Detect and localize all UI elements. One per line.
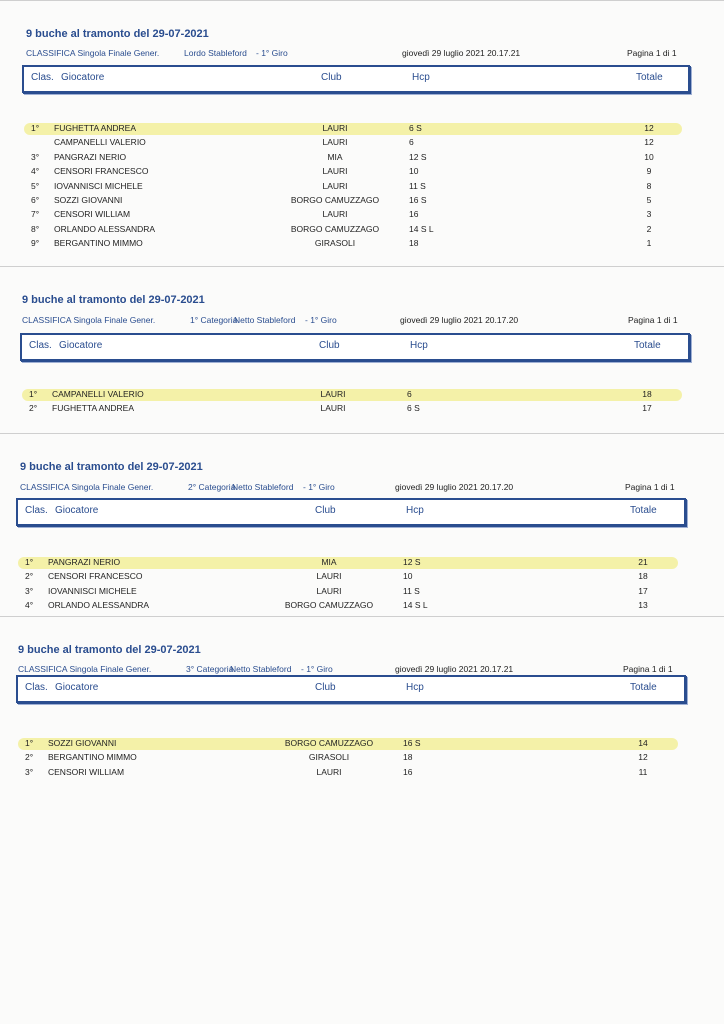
table-header [16, 498, 686, 526]
player-name-cell: CENSORI FRANCESCO [48, 571, 143, 582]
player-name-cell: PANGRAZI NERIO [48, 557, 121, 567]
header-giocatore: Giocatore [55, 505, 99, 516]
club-cell: GIRASOLI [314, 238, 356, 249]
club-cell: LAURI [322, 123, 348, 133]
club-cell: BORGO CAMUZZAGO [290, 223, 380, 234]
categoria-label: 2° Categoria [188, 482, 236, 492]
total-cell: 12 [644, 137, 654, 148]
hcp-cell: 6 [407, 389, 412, 399]
header-club: Club [319, 340, 340, 351]
giro-label: - 1° Giro [305, 315, 337, 325]
hcp-cell: 18 [409, 238, 419, 249]
header-totale: Totale [634, 340, 661, 351]
rank-cell: 4° [25, 600, 34, 611]
header-club: Club [321, 72, 342, 83]
club-cell: LAURI [316, 766, 342, 777]
rank-cell: 8° [31, 223, 40, 234]
header-hcp: Hcp [406, 682, 424, 693]
classifica-label: CLASSIFICA Singola Finale Gener. [18, 664, 152, 674]
player-name-cell: CENSORI FRANCESCO [54, 166, 149, 177]
total-cell: 17 [638, 585, 648, 596]
player-name-cell: IOVANNISCI MICHELE [48, 585, 137, 596]
page-number: Pagina 1 di 1 [623, 664, 673, 674]
classifica-label: CLASSIFICA Singola Finale Gener. [20, 482, 154, 492]
total-cell: 18 [638, 571, 648, 582]
total-cell: 1 [646, 238, 652, 249]
print-date: giovedì 29 luglio 2021 20.17.20 [400, 315, 519, 325]
player-name-cell: CENSORI WILLIAM [54, 209, 131, 220]
page-number: Pagina 1 di 1 [625, 482, 675, 492]
hcp-cell: 18 [403, 752, 413, 763]
total-cell: 17 [642, 403, 652, 414]
giro-label: - 1° Giro [256, 48, 288, 58]
rank-cell: 1° [25, 738, 34, 748]
print-date: giovedì 29 luglio 2021 20.17.20 [395, 482, 514, 492]
table-row [0, 402, 724, 416]
sheet-title: 9 buche al tramonto del 29-07-2021 [26, 28, 209, 40]
header-hcp: Hcp [412, 72, 430, 83]
total-cell: 11 [638, 766, 648, 777]
header-hcp: Hcp [406, 505, 424, 516]
print-date: giovedì 29 luglio 2021 20.17.21 [402, 48, 521, 58]
player-name-cell: BERGANTINO MIMMO [48, 752, 137, 763]
total-cell: 9 [646, 166, 652, 177]
player-name-cell: IOVANNISCI MICHELE [54, 180, 143, 191]
header-clas: Clas. [31, 72, 54, 83]
header-giocatore: Giocatore [55, 682, 99, 693]
table-row [0, 751, 724, 765]
giro-label: - 1° Giro [301, 664, 333, 674]
hcp-cell: 16 S [409, 195, 427, 205]
player-name-cell: SOZZI GIOVANNI [54, 195, 123, 205]
table-row [0, 570, 724, 584]
page-number: Pagina 1 di 1 [627, 48, 677, 58]
club-cell: MIA [327, 151, 343, 162]
page-number: Pagina 1 di 1 [628, 315, 678, 325]
club-cell: LAURI [316, 571, 342, 582]
classifica-label: CLASSIFICA Singola Finale Gener. [26, 48, 160, 58]
header-clas: Clas. [25, 682, 48, 693]
rank-cell: 7° [31, 209, 40, 220]
rank-cell: 3° [31, 151, 40, 162]
club-cell: BORGO CAMUZZAGO [290, 195, 380, 205]
rank-cell: 4° [31, 166, 40, 177]
table-header [20, 333, 690, 361]
player-name-cell: ORLANDO ALESSANDRA [54, 223, 156, 234]
club-cell: MIA [321, 557, 337, 567]
sheet-title: 9 buche al tramonto del 29-07-2021 [18, 644, 201, 656]
rank-cell: 2° [29, 403, 38, 414]
table-header [16, 675, 686, 703]
total-cell: 5 [646, 195, 652, 205]
total-cell: 14 [638, 738, 648, 748]
table-row [0, 223, 724, 237]
categoria-label: 3° Categoria [186, 664, 234, 674]
player-name-cell: CENSORI WILLIAM [48, 766, 125, 777]
rank-cell: 3° [25, 766, 34, 777]
results-sheet-2 [0, 266, 724, 433]
total-cell: 3 [646, 209, 652, 220]
table-row [0, 151, 724, 165]
hcp-cell: 16 [409, 209, 419, 220]
player-name-cell: FUGHETTA ANDREA [54, 123, 137, 133]
total-cell: 2 [646, 223, 652, 234]
hcp-cell: 14 S L [409, 223, 434, 234]
rank-cell: 2° [25, 752, 34, 763]
categoria-label: 1° Categoria [190, 315, 238, 325]
hcp-cell: 6 S [407, 403, 420, 414]
hcp-cell: 14 S L [403, 600, 428, 611]
hcp-cell: 11 S [403, 585, 420, 596]
giro-label: - 1° Giro [303, 482, 335, 492]
rank-cell: 1° [29, 389, 38, 399]
club-cell: BORGO CAMUZZAGO [284, 600, 374, 611]
player-name-cell: PANGRAZI NERIO [54, 151, 127, 162]
club-cell: LAURI [322, 166, 348, 177]
table-row [0, 122, 724, 136]
classifica-label: CLASSIFICA Singola Finale Gener. [22, 315, 156, 325]
rank-cell: 1° [31, 123, 40, 133]
rank-cell: 9° [31, 238, 40, 249]
player-name-cell: CAMPANELLI VALERIO [52, 389, 144, 399]
table-row [0, 194, 724, 208]
header-giocatore: Giocatore [61, 72, 105, 83]
formula-label: Netto Stableford [230, 664, 292, 674]
sheet-title: 9 buche al tramonto del 29-07-2021 [20, 461, 203, 473]
club-cell: LAURI [322, 209, 348, 220]
club-cell: LAURI [322, 137, 348, 148]
hcp-cell: 6 S [409, 123, 422, 133]
formula-label: Lordo Stableford [184, 48, 247, 58]
club-cell: LAURI [322, 180, 348, 191]
hcp-cell: 10 [403, 571, 413, 582]
table-row [0, 180, 724, 194]
total-cell: 10 [644, 151, 654, 162]
total-cell: 8 [646, 180, 652, 191]
total-cell: 12 [638, 752, 648, 763]
header-hcp: Hcp [410, 340, 428, 351]
hcp-cell: 10 [409, 166, 419, 177]
player-name-cell: FUGHETTA ANDREA [52, 403, 135, 414]
rank-cell: 6° [31, 195, 40, 205]
club-cell: BORGO CAMUZZAGO [284, 738, 374, 748]
total-cell: 13 [638, 600, 648, 611]
header-totale: Totale [630, 682, 657, 693]
hcp-cell: 6 [409, 137, 414, 148]
header-totale: Totale [630, 505, 657, 516]
hcp-cell: 16 S [403, 738, 421, 748]
rank-cell: 5° [31, 180, 40, 191]
club-cell: LAURI [316, 585, 342, 596]
header-totale: Totale [636, 72, 663, 83]
table-row [0, 165, 724, 179]
rank-cell: 3° [25, 585, 34, 596]
player-name-cell: ORLANDO ALESSANDRA [48, 600, 150, 611]
hcp-cell: 12 S [403, 557, 421, 567]
results-sheet-3 [0, 433, 724, 616]
results-sheet-4 [0, 616, 724, 1024]
table-row [0, 136, 724, 150]
total-cell: 12 [644, 123, 654, 133]
formula-label: Netto Stableford [234, 315, 296, 325]
hcp-cell: 12 S [409, 151, 427, 162]
header-clas: Clas. [25, 505, 48, 516]
table-row [0, 737, 724, 751]
hcp-cell: 11 S [409, 180, 426, 191]
formula-label: Netto Stableford [232, 482, 294, 492]
table-row [0, 237, 724, 251]
table-row [0, 599, 724, 613]
club-cell: LAURI [320, 403, 346, 414]
table-row [0, 388, 724, 402]
player-name-cell: SOZZI GIOVANNI [48, 738, 117, 748]
rank-cell: 1° [25, 557, 34, 567]
table-row [0, 766, 724, 780]
table-row [0, 208, 724, 222]
total-cell: 21 [638, 557, 648, 567]
header-club: Club [315, 505, 336, 516]
header-giocatore: Giocatore [59, 340, 103, 351]
print-date: giovedì 29 luglio 2021 20.17.21 [395, 664, 514, 674]
header-club: Club [315, 682, 336, 693]
table-header [22, 65, 690, 93]
sheet-title: 9 buche al tramonto del 29-07-2021 [22, 294, 205, 306]
hcp-cell: 16 [403, 766, 413, 777]
player-name-cell: CAMPANELLI VALERIO [54, 137, 146, 148]
header-clas: Clas. [29, 340, 52, 351]
results-sheet-1 [0, 0, 724, 266]
club-cell: GIRASOLI [308, 752, 350, 763]
rank-cell: 2° [25, 571, 34, 582]
table-row [0, 556, 724, 570]
player-name-cell: BERGANTINO MIMMO [54, 238, 143, 249]
total-cell: 18 [642, 389, 652, 399]
club-cell: LAURI [320, 389, 346, 399]
table-row [0, 585, 724, 599]
